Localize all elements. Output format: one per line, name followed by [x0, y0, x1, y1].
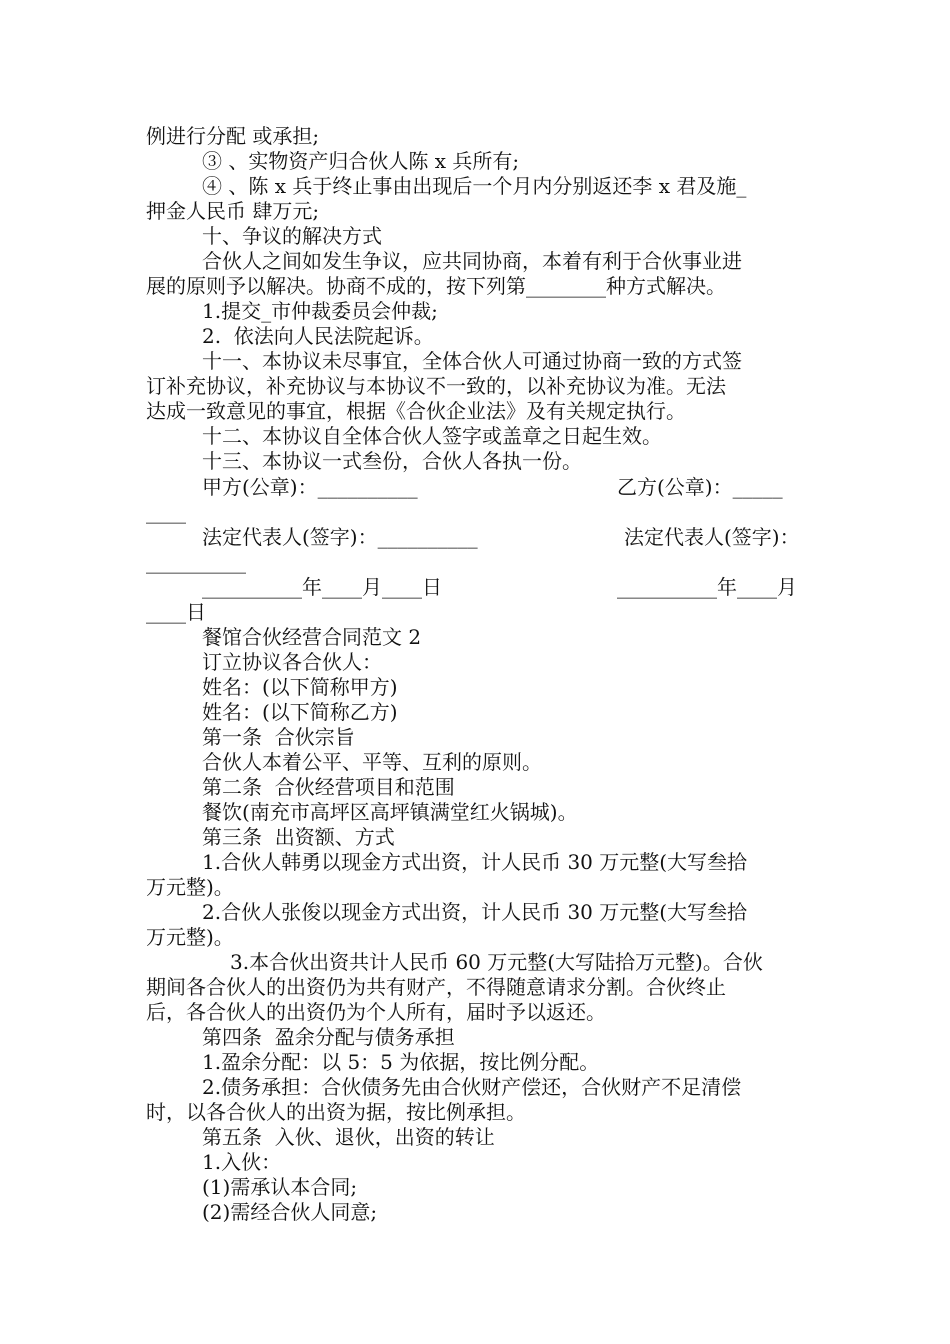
- text-line: 十二、本协议自全体合伙人签字或盖章之日起生效。: [202, 424, 662, 448]
- party-b-rep-signature: 法定代表人(签字)：: [624, 525, 800, 549]
- text-line: 合伙人之间如发生争议，应共同协商，本着有利于合伙事业进: [202, 249, 742, 273]
- text-line: ____: [146, 500, 186, 524]
- text-line: ③ 、实物资产归合伙人陈 x 兵所有;: [202, 149, 520, 173]
- text-line: 订补充协议，补充协议与本协议不一致的，以补充协议为准。无法: [146, 374, 726, 398]
- text-line: 后，各合伙人的出资仍为个人所有，届时予以返还。: [146, 1000, 606, 1024]
- article-heading: 第一条 合伙宗旨: [202, 725, 355, 749]
- article-heading: 第三条 出资额、方式: [202, 825, 395, 849]
- text-line: 万元整)。: [146, 925, 234, 949]
- text-line: 十一、本协议未尽事宜，全体合伙人可通过协商一致的方式签: [202, 349, 742, 373]
- text-line: 餐饮(南充市高坪区高坪镇满堂红火锅城)。: [202, 800, 578, 824]
- article-heading: 第二条 合伙经营项目和范围: [202, 775, 455, 799]
- text-line: 3.本合伙出资共计人民币 60 万元整(大写陆拾万元整)。合伙: [230, 950, 763, 974]
- party-a-seal-line: 甲方(公章)：__________: [202, 475, 418, 499]
- text-line: 姓名：(以下简称乙方): [202, 700, 398, 724]
- text-line: (1)需承认本合同;: [202, 1175, 358, 1199]
- text-line: 1.入伙：: [202, 1150, 282, 1174]
- text-line: 时，以各合伙人的出资为据，按比例承担。: [146, 1100, 526, 1124]
- text-line: __________: [146, 550, 246, 574]
- section-heading: 十、争议的解决方式: [202, 224, 382, 248]
- party-a-date: __________年____月____日: [202, 575, 442, 599]
- text-line: 万元整)。: [146, 875, 234, 899]
- text-line: 十三、本协议一式叁份，合伙人各执一份。: [202, 449, 582, 473]
- text-line: ④ 、陈 x 兵于终止事由出现后一个月内分别返还李 x 君及施_: [202, 174, 747, 198]
- text-line: 2.债务承担：合伙债务先由合伙财产偿还，合伙财产不足清偿: [202, 1075, 742, 1099]
- article-heading: 第四条 盈余分配与债务承担: [202, 1025, 455, 1049]
- text-line: ____日: [146, 600, 206, 624]
- party-b-date: __________年____月: [617, 575, 797, 599]
- party-b-seal-line: 乙方(公章)：_____: [617, 475, 783, 499]
- text-line: 1.盈余分配：以 5：5 为依据，按比例分配。: [202, 1050, 600, 1074]
- text-line: 姓名：(以下简称甲方): [202, 675, 398, 699]
- article-heading: 第五条 入伙、退伙，出资的转让: [202, 1125, 495, 1149]
- text-line: 2.合伙人张俊以现金方式出资，计人民币 30 万元整(大写叁拾: [202, 900, 748, 924]
- text-line: 押金人民币 肆万元;: [146, 199, 320, 223]
- text-line: 订立协议各合伙人：: [202, 650, 382, 674]
- document-title: 餐馆合伙经营合同范文 2: [202, 625, 422, 649]
- text-line: 例进行分配 或承担;: [146, 124, 320, 148]
- party-a-rep-signature: 法定代表人(签字)：__________: [202, 525, 478, 549]
- text-line: 合伙人本着公平、平等、互利的原则。: [202, 750, 542, 774]
- text-line: 1.提交_市仲裁委员会仲裁;: [202, 299, 438, 323]
- text-line: 期间各合伙人的出资仍为共有财产，不得随意请求分割。合伙终止: [146, 975, 726, 999]
- text-line: 1.合伙人韩勇以现金方式出资，计人民币 30 万元整(大写叁拾: [202, 850, 748, 874]
- text-line: 达成一致意见的事宜，根据《合伙企业法》及有关规定执行。: [146, 399, 686, 423]
- text-line: (2)需经合伙人同意;: [202, 1200, 378, 1224]
- text-line: 展的原则予以解决。协商不成的，按下列第________种方式解决。: [146, 274, 726, 298]
- text-line: 2. 依法向人民法院起诉。: [202, 324, 434, 348]
